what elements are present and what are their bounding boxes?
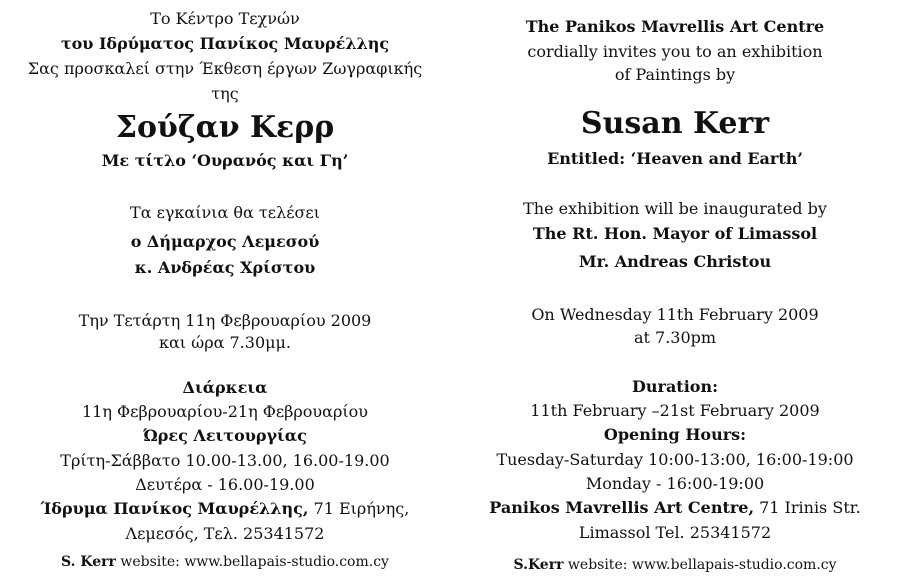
- english-duration-heading: Duration:: [632, 377, 718, 396]
- greek-address-bold: Ίδρυμα Πανίκος Μαυρέλλης,: [40, 499, 309, 518]
- greek-hours-weekdays: Τρίτη-Σάββατο 10.00-13.00, 16.00-19.00: [60, 451, 390, 470]
- greek-hours-heading: Ώρες Λειτουργίας: [143, 426, 307, 445]
- greek-city-phone: Λεμεσός, Τελ. 25341572: [125, 524, 325, 543]
- english-address-bold: Panikos Mavrellis Art Centre,: [489, 498, 755, 517]
- english-hours-weekdays: Tuesday-Saturday 10:00-13:00, 16:00-19:00: [496, 450, 854, 469]
- english-address-rest: 71 Irinis Str.: [754, 498, 861, 517]
- greek-centre-line1: Το Κέντρο Τεχνών: [150, 9, 300, 28]
- english-invite-line1: cordially invites you to an exhibition: [527, 42, 823, 61]
- greek-invite-line: Σας προσκαλεί στην Έκθεση έργων Ζωγραφικής: [27, 59, 423, 78]
- english-website-url: website: www.bellapais-studio.com.cy: [563, 557, 837, 573]
- english-invite-line2: of Paintings by: [614, 65, 736, 84]
- greek-of-line: της: [211, 84, 239, 103]
- english-mayor-name: Mr. Andreas Christou: [578, 252, 772, 271]
- english-time-line: at 7.30pm: [633, 328, 717, 347]
- greek-website-label: S. Kerr: [61, 554, 116, 570]
- greek-website-line: [0, 552, 450, 572]
- greek-address-rest: 71 Ειρήνης,: [308, 499, 410, 518]
- english-inauguration-line: The exhibition will be inaugurated by: [523, 199, 827, 218]
- english-hours-heading: Opening Hours:: [603, 425, 747, 444]
- english-address-line: [450, 498, 900, 518]
- english-mayor-line: The Rt. Hon. Mayor of Limassol: [532, 224, 818, 243]
- greek-duration-heading: Διάρκεια: [182, 378, 268, 397]
- english-centre-line: The Panikos Mavrellis Art Centre: [525, 17, 825, 36]
- english-exhibition-title: Entitled: ‘Heaven and Earth’: [547, 149, 803, 168]
- greek-address-line: [0, 499, 450, 519]
- english-duration-dates: 11th February –21st February 2009: [530, 401, 820, 420]
- greek-exhibition-title: Με τίτλο ‘Ουρανός και Γη’: [101, 151, 349, 170]
- greek-hours-monday: Δευτέρα - 16.00-19.00: [135, 475, 315, 494]
- greek-mayor-name: κ. Ανδρέας Χρίστου: [134, 258, 316, 277]
- english-invitation: [450, 0, 900, 581]
- english-city-phone: Limassol Tel. 25341572: [578, 523, 772, 542]
- greek-duration-dates: 11η Φεβρουαρίου-21η Φεβρουαρίου: [82, 402, 368, 421]
- greek-artist-name: Σούζαν Κερρ: [115, 110, 335, 145]
- greek-centre-line2: του Ιδρύματος Πανίκος Μαυρέλλης: [60, 34, 390, 53]
- greek-mayor-line: ο Δήμαρχος Λεμεσού: [130, 232, 320, 251]
- greek-time-line: και ώρα 7.30μμ.: [158, 333, 291, 352]
- english-website-label: S.Kerr: [513, 557, 564, 573]
- english-date-line: On Wednesday 11th February 2009: [531, 305, 819, 324]
- greek-website-url: website: www.bellapais-studio.com.cy: [115, 554, 389, 570]
- greek-inauguration-line: Τα εγκαίνια θα τελέσει: [130, 203, 320, 222]
- english-website-line: [450, 555, 900, 575]
- greek-date-line: Την Τετάρτη 11η Φεβρουαρίου 2009: [78, 311, 372, 330]
- english-hours-monday: Monday - 16:00-19:00: [585, 474, 765, 493]
- english-artist-name: Susan Kerr: [580, 106, 770, 141]
